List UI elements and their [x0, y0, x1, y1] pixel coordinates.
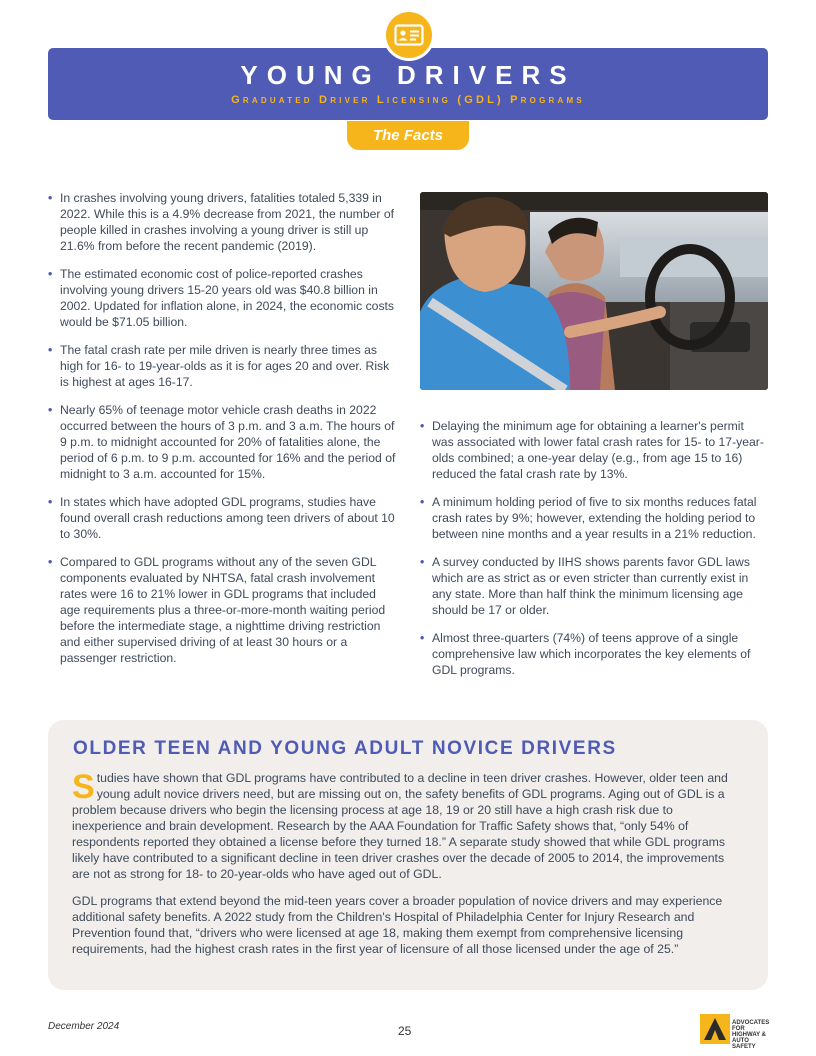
- page-number: 25: [398, 1024, 412, 1038]
- page-title: YOUNG DRIVERS: [240, 60, 576, 90]
- header-banner: [48, 48, 768, 120]
- facts-tab: The Facts: [347, 121, 469, 150]
- list-item: • A survey conducted by IIHS shows parents favor GDL laws which are as strict as or even stricter than currently exist in any state. More than half think the minimum licensing age should be 17 or older.: [420, 554, 768, 618]
- left-bullet-list: [48, 190, 398, 678]
- driving-lesson-photo: [420, 192, 768, 390]
- older-para-1-text: tudies have shown that GDL programs have contributed to a decline in teen driver crashes. However, older teen and young adult novice drivers need, but are missing out on, the safety benefits of GDL programs. Aging out of GDL is a problem because drivers who begin the licensing process at age 18, 19 or 20 still have a high crash risk due to inexperience and brain development. Research by the AAA Foundation for Traffic Safety shows that, “only 54% of respondents reported they obtained a license before they turned 18.” A separate study showed that while GDL programs likely have contributed to a significant decline in teen driver crashes over the decade of 2005 to 2014, the improvements are not as strong for 18- to 20-year-olds who have aged out of GDL.: [72, 771, 728, 881]
- older-drivers-heading: OLDER TEEN AND YOUNG ADULT NOVICE DRIVERS: [73, 738, 617, 759]
- right-bullet-list: [420, 418, 768, 690]
- list-item: • Nearly 65% of teenage motor vehicle crash deaths in 2022 occurred between the hours of 3 p.m. and 3 a.m. The hours of 9 p.m. to midnight accounted for 20% of fatalities alone, the period of 6 p.m. to 9 p.m. accounted for 16% and the period of midnight to 3 a.m. accounted for 15%.: [48, 402, 398, 482]
- list-item: • In states which have adopted GDL programs, studies have found overall crash reductions among teen drivers of about 10 to 30%.: [48, 494, 398, 542]
- list-item: • In crashes involving young drivers, fatalities totaled 5,339 in 2022. While this is a 4.9% decrease from 2021, the number of people killed in crashes involving a young driver is still up 21.6% from before the recent pandemic (2019).: [48, 190, 398, 254]
- id-card-badge: [386, 12, 432, 58]
- drop-cap: S: [72, 768, 95, 806]
- footer-date: December 2024: [48, 1021, 120, 1032]
- list-item: • Almost three-quarters (74%) of teens approve of a single comprehensive law which incorporates the key elements of GDL programs.: [420, 630, 768, 678]
- older-drivers-panel: [48, 720, 768, 990]
- older-drivers-paragraph-1: [72, 770, 744, 882]
- list-item: • Delaying the minimum age for obtaining a learner's permit was associated with lower fatal crash rates for 15- to 17-year-olds combined; a one-year delay (e.g., from age 15 to 16) reduced the fatal crash rate by 13%.: [420, 418, 768, 482]
- id-card-icon: [394, 24, 424, 46]
- list-item: • A minimum holding period of five to six months reduces fatal crash rates by 9%; however, extending the holding period to between nine months and a year results in a 21% reduction.: [420, 494, 768, 542]
- older-drivers-paragraph-2: GDL programs that extend beyond the mid-teen years cover a broader population of novice drivers and may experience additional safety benefits. A 2022 study from the Children's Hospital of Philadelphia Center for Injury Research and Prevention found that, “drivers who were licensed at age 18, making them exempt from comprehensive licensing requirements, had the highest crash rates in the first year of licensure of all those licensed under the age of 25.”: [72, 894, 723, 956]
- list-item: • The estimated economic cost of police-reported crashes involving young drivers 15-20 years old was $40.8 billion in 2002. Updated for inflation alone, in 2024, the economic costs would be $71.05 billion.: [48, 266, 398, 330]
- logo-text: ADVOCATES FOR HIGHWAY & AUTO SAFETY: [732, 1020, 770, 1050]
- list-item: • Compared to GDL programs without any of the seven GDL components evaluated by NHTSA, fatal crash involvement rates were 16 to 21% lower in GDL programs that included age requirements plus a three-or-more-month waiting period before the intermediate stage, a nighttime driving restriction and either supervised driving of at least 30 hours or a passenger restriction.: [48, 554, 398, 666]
- page-subtitle: Graduated Driver Licensing (GDL) Programs: [231, 94, 585, 106]
- list-item: • The fatal crash rate per mile driven is nearly three times as high for 16- to 19-year-olds as it is for ages 20 and over. Risk is highest at ages 16-17.: [48, 342, 398, 390]
